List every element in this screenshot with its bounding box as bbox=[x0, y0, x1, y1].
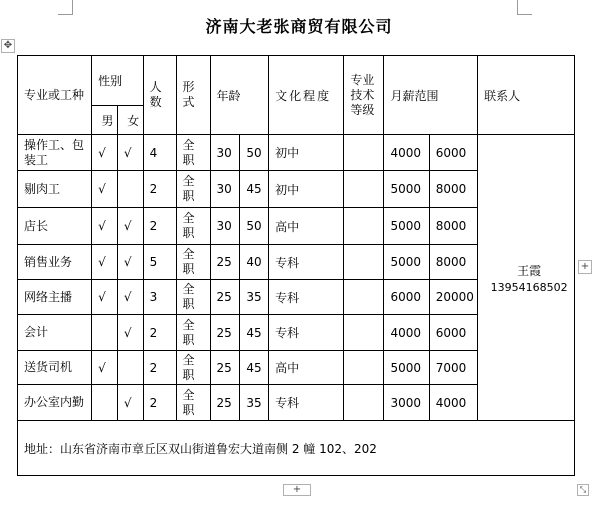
cell-female: √ bbox=[117, 135, 143, 171]
cell-count: 4 bbox=[143, 135, 176, 171]
cell-salary-max: 8000 bbox=[429, 171, 477, 208]
cell-age-max: 45 bbox=[240, 315, 269, 351]
cell-age-max: 45 bbox=[240, 171, 269, 208]
cell-count: 3 bbox=[143, 280, 176, 315]
cell-female bbox=[117, 351, 143, 385]
cell-age-min: 25 bbox=[210, 385, 240, 421]
cell-age-max: 35 bbox=[240, 385, 269, 421]
page-corner-mark-right bbox=[517, 0, 532, 15]
header-form: 形式 bbox=[176, 56, 210, 135]
cell-male: √ bbox=[92, 208, 118, 245]
cell-female bbox=[117, 171, 143, 208]
cell-salary-max: 8000 bbox=[429, 208, 477, 245]
company-address: 地址：山东省济南市章丘区双山街道鲁宏大道南侧 2 幢 102、202 bbox=[18, 421, 575, 476]
cell-form: 全职 bbox=[176, 351, 210, 385]
header-education: 文化程度 bbox=[269, 56, 344, 135]
cell-skill bbox=[344, 385, 384, 421]
cell-form: 全职 bbox=[176, 245, 210, 280]
page-corner-mark-left bbox=[58, 0, 73, 15]
cell-age-max: 35 bbox=[240, 280, 269, 315]
cell-age-min: 30 bbox=[210, 135, 240, 171]
cell-salary-max: 20000 bbox=[429, 280, 477, 315]
cell-count: 2 bbox=[143, 385, 176, 421]
cell-age-max: 50 bbox=[240, 135, 269, 171]
cell-age-min: 30 bbox=[210, 208, 240, 245]
cell-female: √ bbox=[117, 280, 143, 315]
table-resize-icon[interactable]: ⤡ bbox=[577, 484, 589, 496]
cell-salary-max: 4000 bbox=[429, 385, 477, 421]
header-count: 人数 bbox=[143, 56, 176, 135]
cell-salary-max: 8000 bbox=[429, 245, 477, 280]
cell-education: 初中 bbox=[269, 171, 344, 208]
header-contact: 联系人 bbox=[478, 56, 575, 135]
cell-skill bbox=[344, 208, 384, 245]
cell-salary-max: 6000 bbox=[429, 315, 477, 351]
cell-age-max: 50 bbox=[240, 208, 269, 245]
cell-education: 专科 bbox=[269, 280, 344, 315]
cell-age-min: 25 bbox=[210, 280, 240, 315]
cell-age-min: 25 bbox=[210, 315, 240, 351]
cell-education: 专科 bbox=[269, 245, 344, 280]
cell-salary-max: 6000 bbox=[429, 135, 477, 171]
cell-skill bbox=[344, 135, 384, 171]
cell-education: 专科 bbox=[269, 385, 344, 421]
cell-male: √ bbox=[92, 135, 118, 171]
cell-salary-min: 6000 bbox=[384, 280, 429, 315]
cell-age-min: 25 bbox=[210, 351, 240, 385]
cell-age-min: 25 bbox=[210, 245, 240, 280]
header-salary-range: 月薪范围 bbox=[384, 56, 478, 135]
header-female: 女 bbox=[117, 106, 143, 135]
cell-salary-min: 4000 bbox=[384, 315, 429, 351]
cell-form: 全职 bbox=[176, 135, 210, 171]
cell-form: 全职 bbox=[176, 385, 210, 421]
cell-female: √ bbox=[117, 208, 143, 245]
cell-job: 网络主播 bbox=[18, 280, 92, 315]
cell-job: 剔肉工 bbox=[18, 171, 92, 208]
cell-skill bbox=[344, 280, 384, 315]
cell-salary-min: 4000 bbox=[384, 135, 429, 171]
cell-job: 销售业务 bbox=[18, 245, 92, 280]
contact-phone: 13954168502 bbox=[490, 280, 568, 294]
cell-salary-min: 5000 bbox=[384, 245, 429, 280]
cell-age-max: 40 bbox=[240, 245, 269, 280]
recruitment-table bbox=[17, 55, 575, 476]
document-title: 济南大老张商贸有限公司 bbox=[205, 17, 393, 36]
cell-salary-min: 5000 bbox=[384, 171, 429, 208]
cell-male: √ bbox=[92, 245, 118, 280]
contact-name: 王霞 bbox=[517, 263, 542, 278]
cell-education: 高中 bbox=[269, 351, 344, 385]
cell-male: √ bbox=[92, 171, 118, 208]
cell-form: 全职 bbox=[176, 315, 210, 351]
cell-female: √ bbox=[117, 385, 143, 421]
cell-education: 初中 bbox=[269, 135, 344, 171]
cell-job: 操作工、包装工 bbox=[18, 135, 92, 171]
cell-count: 2 bbox=[143, 315, 176, 351]
cell-job: 送货司机 bbox=[18, 351, 92, 385]
header-male: 男 bbox=[92, 106, 118, 135]
cell-age-max: 45 bbox=[240, 351, 269, 385]
cell-skill bbox=[344, 315, 384, 351]
cell-count: 2 bbox=[143, 208, 176, 245]
cell-skill bbox=[344, 171, 384, 208]
cell-job: 会计 bbox=[18, 315, 92, 351]
add-column-icon[interactable]: + bbox=[578, 260, 592, 274]
cell-form: 全职 bbox=[176, 208, 210, 245]
cell-count: 2 bbox=[143, 171, 176, 208]
header-job-type: 专业或工种 bbox=[18, 56, 92, 135]
cell-form: 全职 bbox=[176, 280, 210, 315]
cell-count: 2 bbox=[143, 351, 176, 385]
cell-male bbox=[92, 315, 118, 351]
cell-male: √ bbox=[92, 351, 118, 385]
cell-education: 高中 bbox=[269, 208, 344, 245]
cell-skill bbox=[344, 351, 384, 385]
cell-salary-min: 3000 bbox=[384, 385, 429, 421]
cell-form: 全职 bbox=[176, 171, 210, 208]
add-row-icon[interactable]: + bbox=[283, 484, 311, 496]
header-gender: 性别 bbox=[92, 56, 143, 106]
cell-age-min: 30 bbox=[210, 171, 240, 208]
header-age: 年龄 bbox=[210, 56, 269, 135]
cell-skill bbox=[344, 245, 384, 280]
table-row bbox=[18, 135, 575, 171]
cell-male bbox=[92, 385, 118, 421]
cell-salary-min: 5000 bbox=[384, 208, 429, 245]
cell-male: √ bbox=[92, 280, 118, 315]
cell-education: 专科 bbox=[269, 315, 344, 351]
table-move-handle-icon[interactable]: ✥ bbox=[1, 39, 15, 53]
cell-job: 店长 bbox=[18, 208, 92, 245]
cell-job: 办公室内勤 bbox=[18, 385, 92, 421]
contact-cell bbox=[478, 135, 575, 421]
cell-count: 5 bbox=[143, 245, 176, 280]
cell-female: √ bbox=[117, 315, 143, 351]
cell-salary-max: 7000 bbox=[429, 351, 477, 385]
cell-salary-min: 5000 bbox=[384, 351, 429, 385]
cell-female: √ bbox=[117, 245, 143, 280]
header-skill-level: 专业技术等级 bbox=[344, 56, 384, 135]
